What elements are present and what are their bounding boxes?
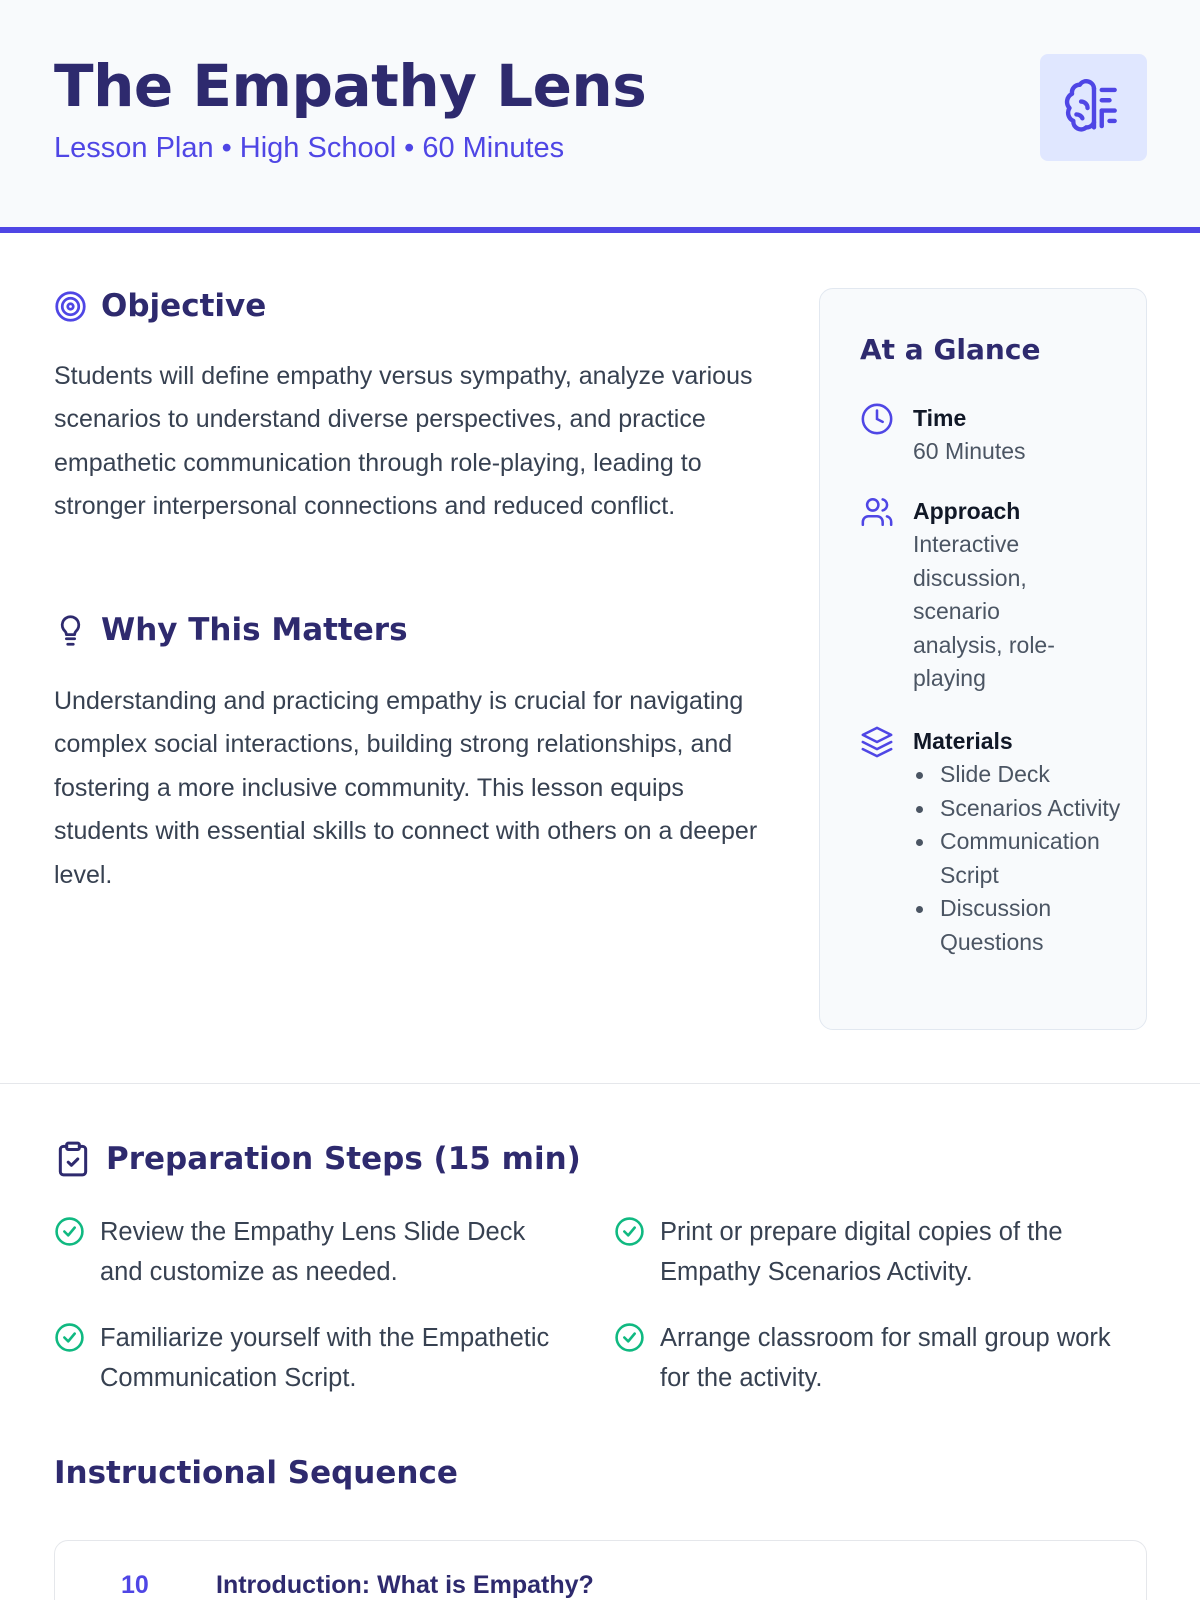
why-heading <box>54 612 408 648</box>
approach-label: Approach <box>913 498 1021 524</box>
subtitle-separator: • <box>404 132 415 164</box>
clipboard-check-icon <box>54 1140 92 1178</box>
subtitle-type: Lesson Plan <box>54 132 214 164</box>
subtitle-separator: • <box>221 132 232 164</box>
material-item: Slide Deck <box>913 758 1123 792</box>
objective-text: Students will define empathy versus sympathy, analyze various scenarios to understand diverse perspectives, and practice empathetic communication through role-playing, leading to stronger interpersonal connections and reduced conflict. <box>54 362 753 521</box>
lightbulb-icon <box>54 614 87 647</box>
subtitle-duration: 60 Minutes <box>422 132 565 164</box>
sequence-title: Introduction: What is Empathy? <box>216 1571 594 1599</box>
approach-value: Interactive discussion, scenario analysis, role-playing <box>913 531 1055 691</box>
glance-title: At a Glance <box>860 333 1041 366</box>
check-circle-icon <box>54 1322 85 1358</box>
preparation-heading <box>54 1140 581 1178</box>
sequence-heading <box>54 1455 458 1491</box>
material-item: Discussion Questions <box>913 892 1123 959</box>
sequence-minutes: 10 <box>121 1571 149 1599</box>
prep-step-text: Familiarize yourself with the Empathetic Communication Script. <box>100 1324 550 1392</box>
users-icon <box>860 495 894 534</box>
materials-list <box>913 758 1123 959</box>
page-title: The Empathy Lens <box>54 52 647 120</box>
at-a-glance-card <box>819 288 1147 1030</box>
section-divider <box>0 1083 1200 1084</box>
material-item: Communication Script <box>913 825 1123 892</box>
brain-icon <box>1063 77 1125 139</box>
materials-label: Materials <box>913 728 1013 754</box>
check-circle-icon <box>614 1322 645 1358</box>
objective-heading-text: Objective <box>101 288 267 324</box>
target-icon <box>54 290 87 323</box>
logo-badge <box>1040 54 1147 161</box>
sequence-item <box>54 1540 1147 1600</box>
prep-step-text: Arrange classroom for small group work for the activity. <box>660 1324 1111 1392</box>
sequence-heading-text: Instructional Sequence <box>54 1455 458 1491</box>
time-value: 60 Minutes <box>913 438 1026 464</box>
prep-step-text: Review the Empathy Lens Slide Deck and customize as needed. <box>100 1218 526 1286</box>
objective-heading <box>54 288 266 324</box>
preparation-heading-text: Preparation Steps (15 min) <box>106 1141 581 1177</box>
check-circle-icon <box>614 1216 645 1252</box>
check-circle-icon <box>54 1216 85 1252</box>
why-text: Understanding and practicing empathy is crucial for navigating complex social interactions, building strong relationships, and fostering a more inclusive community. This lesson equips students with essential skills to connect with others on a deeper level. <box>54 687 758 889</box>
why-heading-text: Why This Matters <box>101 612 408 648</box>
prep-step-text: Print or prepare digital copies of the Empathy Scenarios Activity. <box>660 1218 1063 1286</box>
page-subtitle <box>54 132 564 165</box>
layers-icon <box>860 725 894 764</box>
material-item: Scenarios Activity <box>913 792 1123 826</box>
page-header <box>0 0 1200 233</box>
subtitle-level: High School <box>239 132 397 164</box>
time-label: Time <box>913 405 967 431</box>
clock-icon <box>860 402 894 441</box>
